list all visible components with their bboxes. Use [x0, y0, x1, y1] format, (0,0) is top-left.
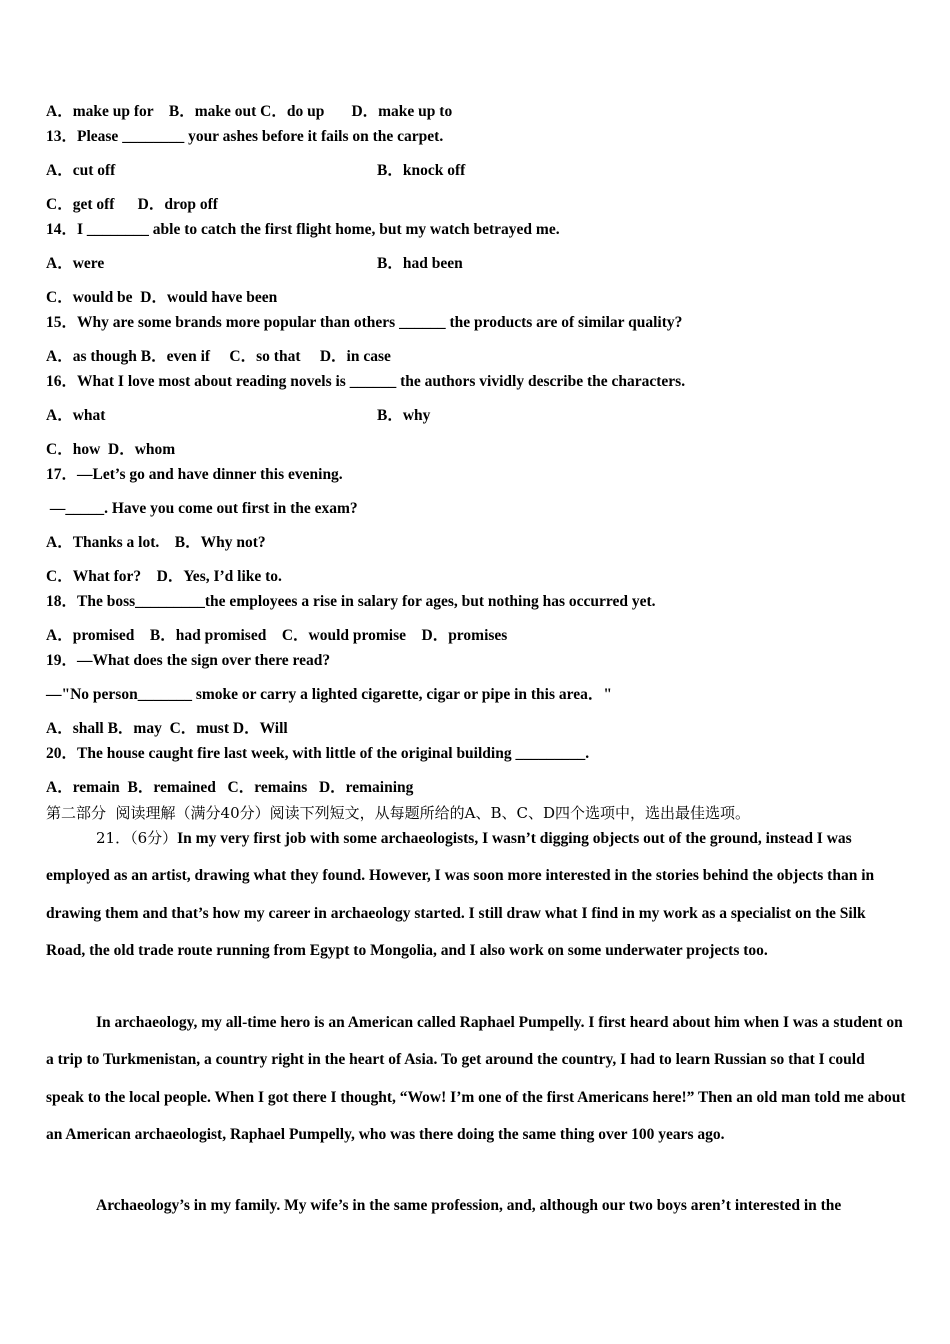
- q21-prefix: 21．（6分）: [96, 829, 178, 847]
- q14-option-cd: C．would be D．would have been: [46, 289, 278, 306]
- q18-options: A．promised B．had promised C．would promise D．promises: [46, 627, 508, 644]
- passage-paragraph-1: [46, 820, 906, 970]
- section-heading: 第二部分 阅读理解（满分40分）阅读下列短文，从每题所给的A、B、C、D四个选项中，选出最佳选项。: [46, 804, 750, 822]
- passage-paragraph-3: [46, 1187, 906, 1224]
- q16-stem: 16．What I love most about reading novels is ______ the authors vividly describe the characters.: [46, 373, 686, 390]
- q14-option-b: B．had been: [377, 255, 463, 272]
- q13-option-cd: C．get off D．drop off: [46, 196, 218, 213]
- q17-stem: 17．—Let’s go and have dinner this evening.: [46, 466, 343, 483]
- paragraph-3-text: Archaeology’s in my family. My wife’s in the same profession, and, although our two boys aren’t interested in the: [96, 1197, 842, 1214]
- q13-option-b: B．knock off: [377, 162, 466, 179]
- q13-stem: 13．Please ________ your ashes before it fails on the carpet.: [46, 128, 444, 145]
- q17-stem-reply: —_____. Have you come out first in the exam?: [46, 500, 358, 517]
- q20-options: A．remain B．remained C．remains D．remaining: [46, 779, 414, 796]
- paragraph-1-text: In my very first job with some archaeologists, I wasn’t digging objects out of the ground, instead I was employed as an artist, drawing what they found. However, I was soon more interested in the stories behind the objects than in drawing them and that’s how my career in archaeology started. I still draw what I find in my work as a specialist on the Silk Road, the old trade route running from Egypt to Mongolia, and I also work on some underwater projects too.: [46, 830, 875, 960]
- q13-option-a: A．cut off: [46, 162, 116, 179]
- q17-options-ab: A．Thanks a lot. B．Why not?: [46, 534, 266, 551]
- q16-option-b: B．why: [377, 407, 431, 424]
- q19-options: A．shall B．may C．must D．Will: [46, 720, 288, 737]
- q15-stem: 15．Why are some brands more popular than others ______ the products are of similar quality?: [46, 314, 683, 331]
- q17-options-cd: C．What for? D．Yes, I’d like to.: [46, 568, 282, 585]
- q19-stem: 19．—What does the sign over there read?: [46, 652, 331, 669]
- q20-stem: 20．The house caught fire last week, with little of the original building _________.: [46, 745, 590, 762]
- passage-paragraph-2: [46, 1004, 906, 1154]
- q14-stem: 14．I ________ able to catch the first flight home, but my watch betrayed me.: [46, 221, 560, 238]
- q18-stem: 18．The boss_________the employees a rise in salary for ages, but nothing has occurred yet.: [46, 593, 656, 610]
- q16-option-cd: C．how D．whom: [46, 441, 176, 458]
- q19-stem-sign: —"No person_______ smoke or carry a lighted cigarette, cigar or pipe in this area．": [46, 686, 612, 703]
- q14-option-a: A．were: [46, 255, 105, 272]
- paragraph-2-text: In archaeology, my all-time hero is an American called Raphael Pumpelly. I first heard about him when I was a student on a trip to Turkmenistan, a country right in the heart of Asia. To get around the country, I had to learn Russian so that I could speak to the local people. When I got there I thought, “Wow! I’m one of the first Americans here!” Then an old man told me about an American archaeologist, Raphael Pumpelly, who was there doing the same thing over 100 years ago.: [46, 1014, 906, 1144]
- q15-options: A．as though B．even if C．so that D．in case: [46, 348, 391, 365]
- q12-options: A．make up for B．make out C．do up D．make up to: [46, 103, 453, 120]
- q16-option-a: A．what: [46, 407, 106, 424]
